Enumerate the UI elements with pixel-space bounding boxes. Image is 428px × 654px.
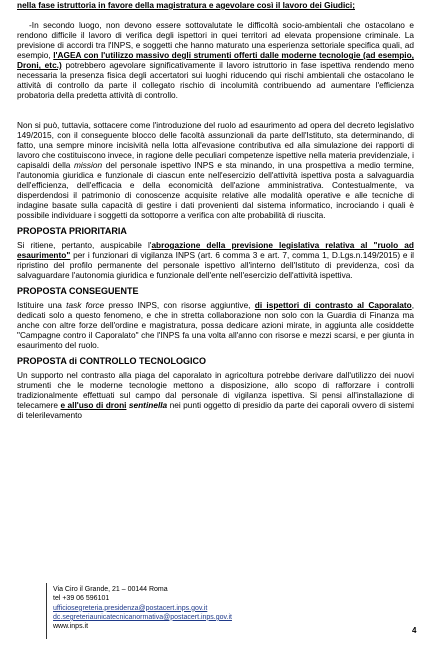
paragraph-2-text-1: -In secondo luogo, non devono essere sottovalutate le difficoltà socio-ambientali che ostacolano e rendono difficile il lavoro di verifica degli ispettori in quei territori ad elevata propensione criminale. La previsione di accordi tra l'INPS, e soggetti che hanno maturato una esperienza settoriale specifica quali, ad esempio,: [17, 20, 414, 60]
paragraph-3-mission: mission: [74, 160, 103, 170]
paragraph-5-text-1: Istituire una: [17, 300, 67, 310]
heading-proposta-prioritaria: PROPOSTA PRIORITARIA: [17, 226, 127, 236]
paragraph-5: [17, 300, 414, 350]
paragraph-6: [17, 370, 414, 420]
footer-divider: [46, 583, 47, 639]
paragraph-1-text: nella fase istruttoria in favore della magistratura e agevolare così il lavoro dei Giudici;: [17, 0, 355, 10]
document-body: [17, 0, 414, 420]
paragraph-2: [17, 20, 414, 100]
paragraph-3: [17, 120, 414, 220]
paragraph-4-text-2: per i funzionari di vigilanza INPS (art. 6 comma 3 e art. 7, comma 1, D.Lgs.n.149/2015) e il ripristino del profilo permanente del personale ispettivo all'interno dell'Istituto di previdenza, così da salvaguardare l'autonomia giuridica e funzionale dell'ente nell'esercizio dell'attività ispettiva.: [17, 250, 414, 280]
heading-controllo-tecnologico: PROPOSTA di CONTROLLO TECNOLOGICO: [17, 356, 206, 366]
paragraph-4-text-1: Si ritiene, pertanto, auspicabile l': [17, 240, 152, 250]
heading-proposta-conseguente: PROPOSTA CONSEGUENTE: [17, 286, 139, 296]
paragraph-2-text-2: potrebbero agevolare significativamente il lavoro istruttorio in fase ispettiva rendendo meno necessaria la presenza fisica degli accertatori sui luoghi riducendo qui rischi ambientali che ostacolano le attività di controllo da parte il collegato rischio di incolumità contribuendo ad aumentare l'efficienza probatoria della predetta attività di controllo.: [17, 60, 414, 100]
paragraph-6-text-1: Un supporto nel contrasto alla piaga del caporalato in agricoltura potrebbe derivare dall'utilizzo dei nuovi strumenti che le moderne tecnologie mettono a disposizione, allo scopo di rafforzare i controlli tradizionalmente effettuati sul campo dal personale di vigilanza ispettiva. Si pensi all'installazione di telecamere: [17, 370, 414, 410]
paragraph-6-sentinella: sentinella: [128, 400, 168, 410]
paragraph-5-text-2: presso INPS, con risorse aggiuntive,: [104, 300, 255, 310]
paragraph-5-emphasis: di ispettori di contrasto al Caporalato: [254, 300, 412, 310]
paragraph-6-emphasis: e all'uso di droni: [60, 400, 127, 410]
footer-address: Via Ciro il Grande, 21 – 00144 Roma: [53, 586, 168, 593]
footer-tel: tel +39 06 596101: [53, 595, 110, 603]
paragraph-2-emphasis: l'AGEA con l'utilizzo massivo degli strumenti offerti dalle moderne tecnologie (ad esempio, Droni, etc.): [17, 50, 414, 70]
footer-email-presidenza-link[interactable]: ufficiosegreteria.presidenza@postacert.inps.gov.it: [53, 604, 208, 612]
paragraph-1: [17, 0, 414, 10]
footer-contacts: [53, 585, 353, 631]
page-number: 4: [412, 626, 417, 635]
footer-email-tecnica-link[interactable]: dc.segreteriaunicatecnicanormativa@postacert.inps.gov.it: [53, 613, 232, 621]
footer-website: www.inps.it: [53, 623, 89, 631]
paragraph-5-text-3: , dedicati solo a questo fenomeno, e che in stretta collaborazione non solo con la Guardia di Finanza ma anche con altre forze dell'ordine e magistratura, possa dedicare azioni mirate, in aggiunta alle cosiddette "Campagne contro il Caporalato" che l'INPS fa una volta all'anno con risorse e mezzi scarsi, e per giunta in esaurimento del ruolo.: [17, 300, 415, 350]
paragraph-3-text-2: del personale ispettivo INPS e sta minando, in una prospettiva a medio termine, l'autonomia giuridica e funzionale di ciascun ente nell'esercizio dell'attività ispettiva posta a salvaguardia dell'efficienza, dell'efficacia e della economicità dell'azione amministrativa. Contestualmente, va disperdendosi il patrimonio di conoscenze acquisite relative alle modalità operative e alle tecniche di indagine basate sulla capacità di gestire i dati provenienti dal sistema informatico, incrociando i quali è possibile individuare i soggetti da sottoporre a verifica con alte probabilità di riuscita.: [17, 160, 414, 220]
page-footer: [0, 583, 428, 654]
paragraph-3-text-1: Non si può, tuttavia, sottacere come l'introduzione del ruolo ad esaurimento ad opera del decreto legislativo 149/2015, con il conseguente blocco delle facoltà assunzionali da parte dell'Istituto, sta determinando, di fatto, una sempre minore incisività nella lotta all'evasione contributiva ed alla simulazione dei rapporti di lavoro che costituiscono invece, in ragione delle peculiari competenze ispettive nella materia previdenziale, i capisaldi della: [17, 120, 414, 170]
paragraph-5-task-force: task force: [66, 300, 105, 310]
paragraph-6-text-2: nei punti oggetto di presidio da parte dei caporali ovvero di sistemi di telerilevamento: [17, 400, 415, 420]
paragraph-4: [17, 240, 414, 280]
paragraph-4-emphasis: abrogazione della previsione legislativa relativa al "ruolo ad esaurimento": [17, 240, 414, 260]
